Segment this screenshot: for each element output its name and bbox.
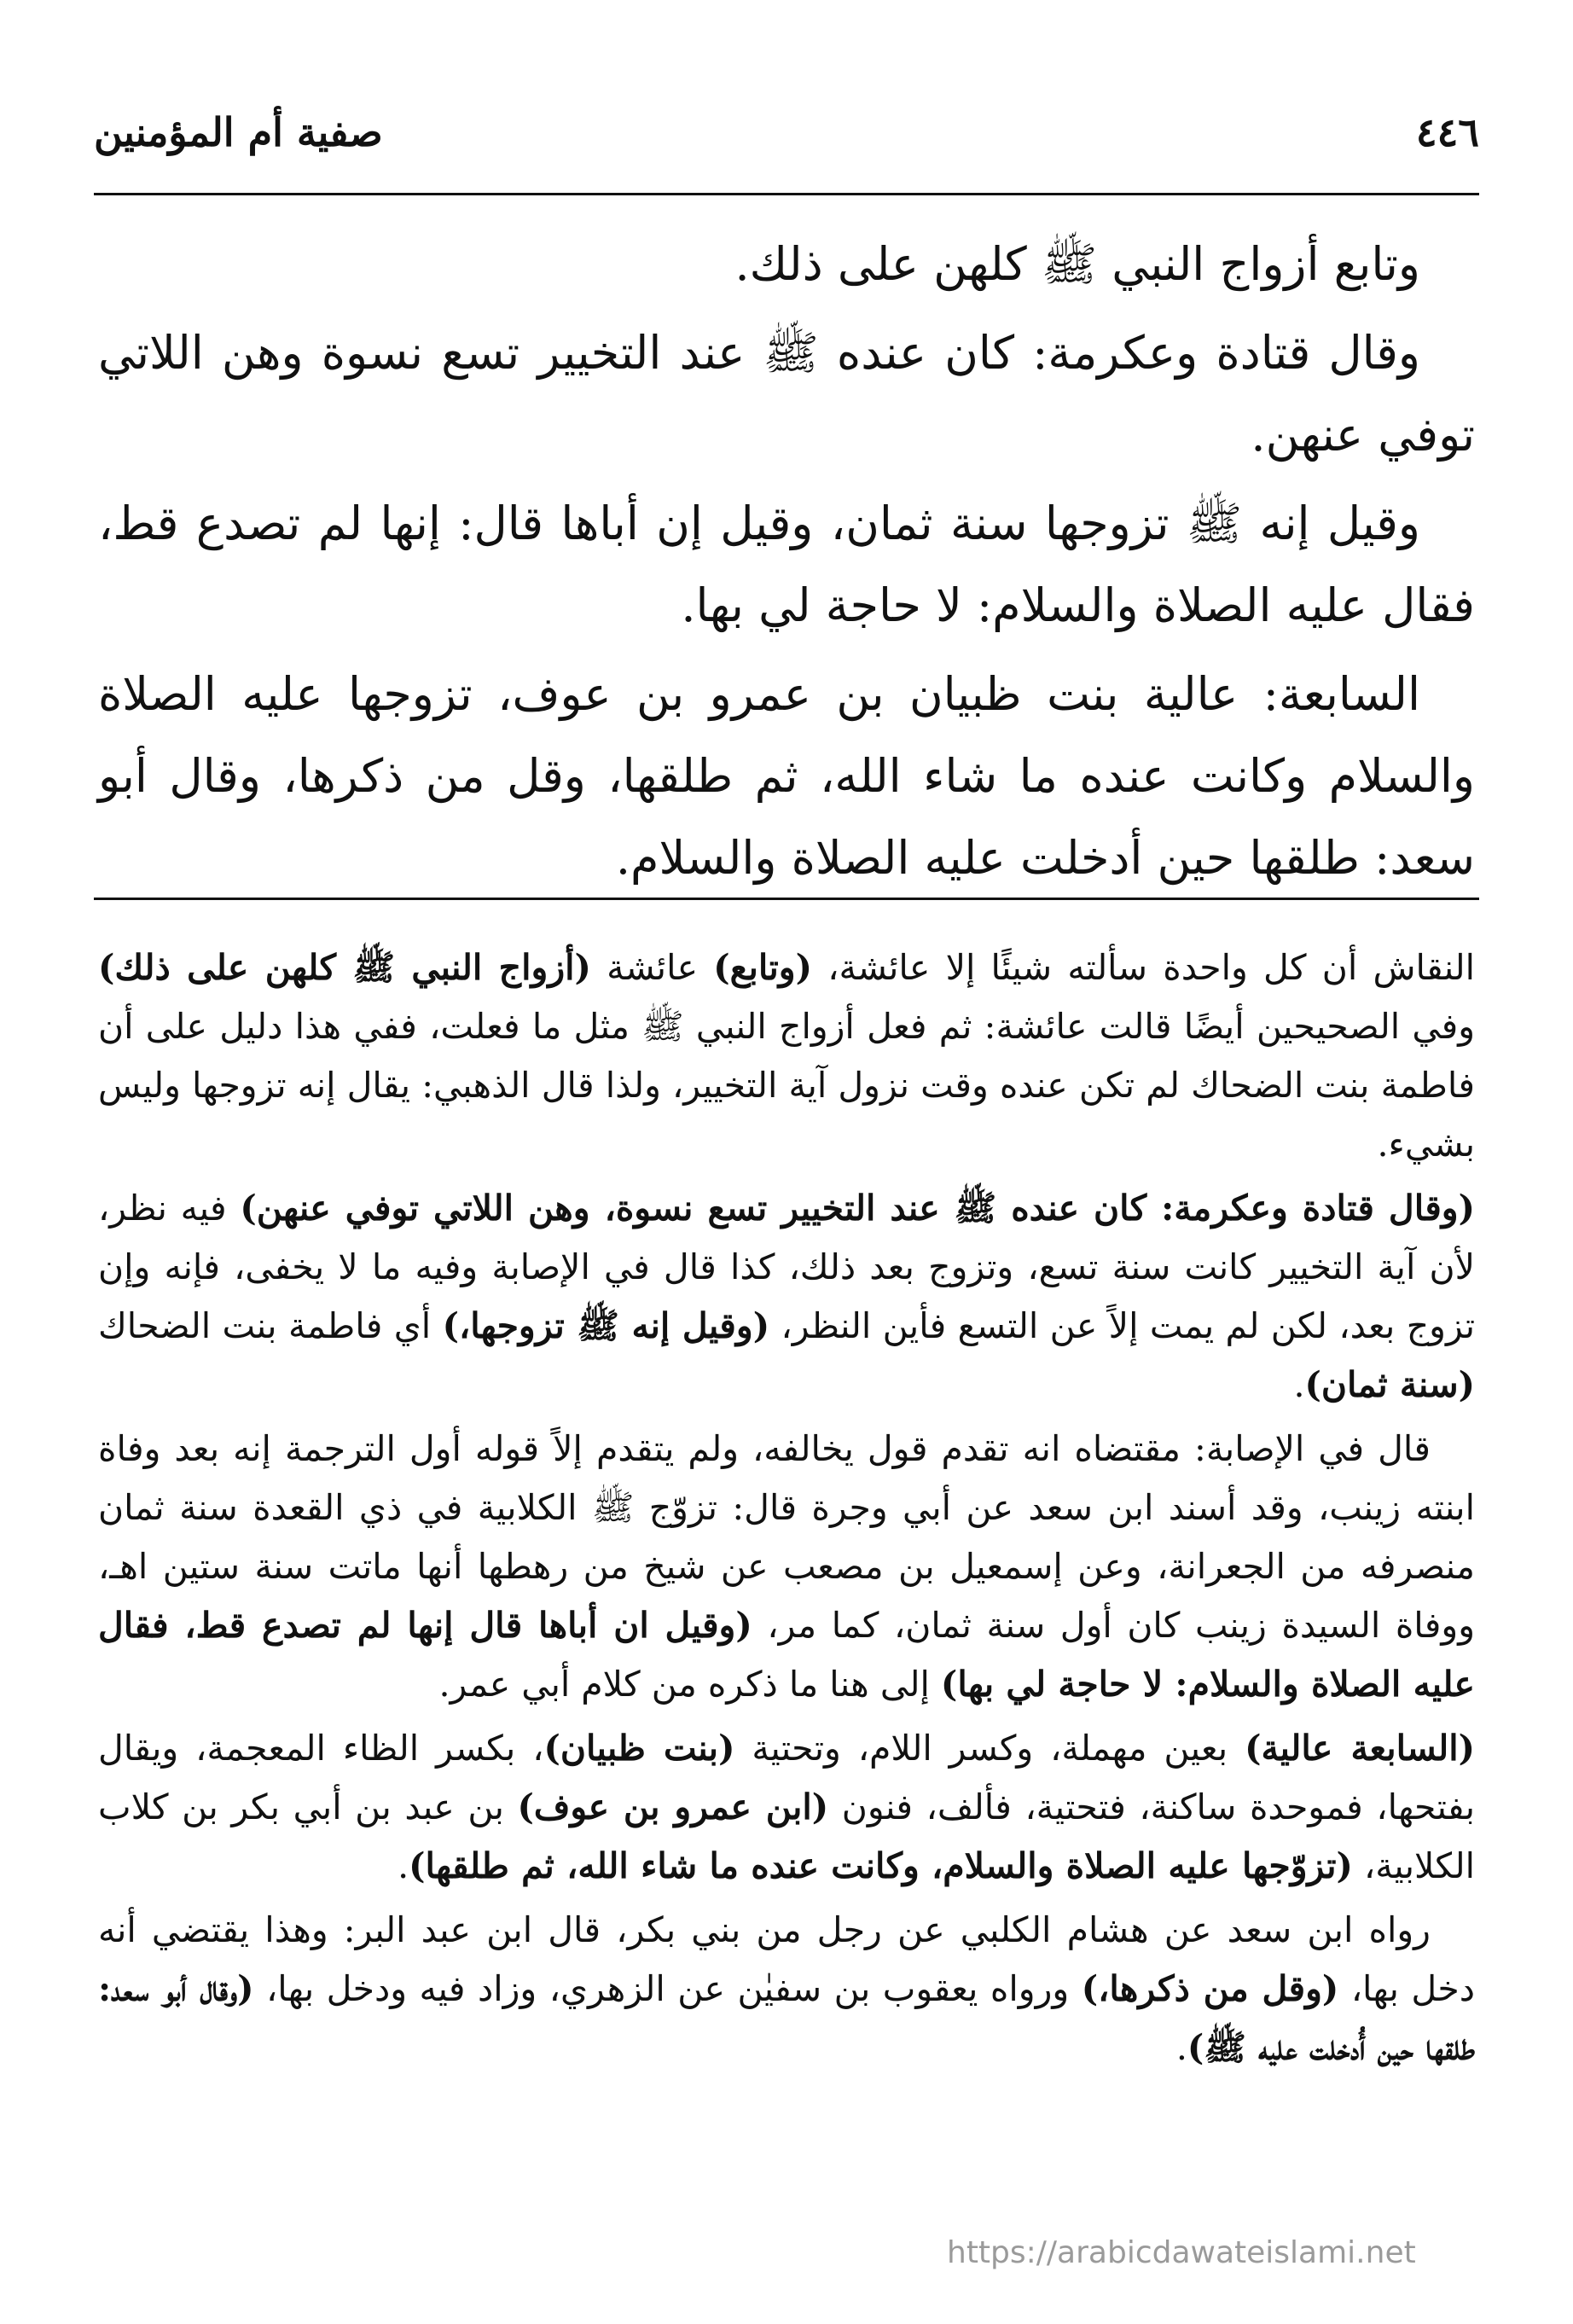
commentary-paragraph (98, 938, 1475, 1174)
commentary (98, 938, 1475, 2083)
commentary-paragraph (98, 1901, 1475, 2077)
page-number: ٤٤٦ (1415, 109, 1479, 155)
commentary-text: وفي الصحيحين أيضًا قالت عائشة: ثم فعل أزواج النبي ﷺ مثل ما فعلت، ففي هذا دليل على أن فاطمة بنت الضحاك لم تكن عنده وقت نزول آية التخيير، ولذا قال الذهبي: يقال إنه تزوجها وليس بشيء. (98, 1006, 1475, 1165)
commentary-text: ورواه يعقوب بن سفيٰن عن الزهري، وزاد فيه ودخل بها، (253, 1968, 1082, 2009)
running-title: صفية أم المؤمنين (94, 109, 383, 155)
quoted-matn: (وقال أبو سعد: طلقها حين أُدخلت عليه ﷺ) (98, 1968, 1475, 2068)
commentary-text: إلى هنا ما ذكره من كلام أبي عمر. (438, 1664, 941, 1705)
quoted-matn: (ابن عمرو بن عوف) (517, 1787, 829, 1827)
commentary-text: . (1293, 1364, 1305, 1405)
header-rule (94, 193, 1479, 195)
commentary-text: . (398, 1845, 409, 1886)
quoted-matn: (وتابع) (713, 947, 812, 988)
main-paragraph: السابعة: عالية بنت ظبيان بن عمرو بن عوف، تزوجها عليه الصلاة والسلام وكانت عنده ما شاء الله، ثم طلقها، وقل من ذكرها، وقال أبو سعد: طلقها حين أدخلت عليه الصلاة والسلام. (98, 667, 1475, 885)
quoted-matn: (وقيل إنه ﷺ تزوجها،) (442, 1305, 770, 1346)
quoted-matn: (سنة ثمان) (1304, 1364, 1475, 1405)
commentary-text: رواه ابن سعد عن هشام الكلبي عن رجل من بني بكر، قال ابن عبد البر: وهذا يقتضي أنه دخل بها، (98, 1909, 1475, 2009)
quoted-matn: (تزوّجها عليه الصلاة والسلام، وكانت عنده ما شاء الله، ثم طلقها) (409, 1845, 1353, 1886)
commentary-text: فيه نظر، لأن آية التخيير كانت سنة تسع، وتزوج بعد ذلك، كذا قال في الإصابة وفيه ما لا يخفى، فإنه وإن تزوج بعد، لكن لم يمت إلاً عن التسع فأين النظر، (98, 1188, 1475, 1346)
main-paragraph: وقيل إنه ﷺ تزوجها سنة ثمان، وقيل إن أباها قال: إنها لم تصدع قط، فقال عليه الصلاة والسلام: لا حاجة لي بها. (98, 497, 1475, 632)
quoted-matn: (أزواج النبي ﷺ كلهن على ذلك) (98, 947, 591, 988)
commentary-text: عائشة (590, 947, 714, 988)
main-paragraph: وتابع أزواج النبي ﷺ كلهن على ذلك. (734, 237, 1420, 291)
quoted-matn: (وقال قتادة وعكرمة: كان عنده ﷺ عند التخيير تسع نسوة، وهن اللاتي توفي عنهن) (240, 1188, 1476, 1229)
page-header (94, 102, 1479, 171)
commentary-divider (94, 898, 1479, 900)
commentary-text: بن عبد بن أبي بكر بن كلاب الكلابية، (98, 1787, 1475, 1886)
quoted-matn: (السابعة عالية) (1245, 1728, 1476, 1769)
commentary-paragraph (98, 1179, 1475, 1415)
commentary-text: ، بكسر الظاء المعجمة، ويقال بفتحها، فموحدة ساكنة، فتحتية، فألف، فنون (98, 1728, 1475, 1827)
quoted-matn: (بنت ظبيان) (543, 1728, 735, 1769)
quoted-matn: (وقيل ان أباها قال إنها لم تصدع قط، فقال عليه الصلاة والسلام: لا حاجة لي بها) (98, 1605, 1475, 1705)
watermark-url: https://arabicdawateislami.net (947, 2235, 1416, 2270)
commentary-text: قال في الإصابة: مقتضاه انه تقدم قول يخالفه، ولم يتقدم إلاً قوله أول الترجمة إنه بعد وفاة ابنته زينب، وقد أسند ابن سعد عن أبي وجرة قال: تزوّج ﷺ الكلابية في ذي القعدة سنة ثمان منصرفه من الجعرانة، وعن إسمعيل بن مصعب عن شيخ من رهطها أنها ماتت سنة ستين اهـ، ووفاة السيدة زينب كان أول سنة ثمان، كما مر، (98, 1428, 1475, 1646)
main-paragraph: وقال قتادة وعكرمة: كان عنده ﷺ عند التخيير تسع نسوة وهن اللاتي توفي عنهن. (98, 326, 1475, 462)
commentary-text: أي فاطمة بنت الضحاك (98, 1305, 443, 1346)
commentary-text: بعين مهملة، وكسر اللام، وتحتية (734, 1728, 1245, 1769)
commentary-paragraph (98, 1719, 1475, 1896)
commentary-paragraph (98, 1420, 1475, 1714)
commentary-text: النقاش أن كل واحدة سألته شيئًا إلا عائشة، (812, 947, 1475, 988)
quoted-matn: (وقل من ذكرها،) (1081, 1968, 1339, 2009)
commentary-text: . (1175, 2027, 1187, 2068)
main-text (98, 224, 1475, 906)
